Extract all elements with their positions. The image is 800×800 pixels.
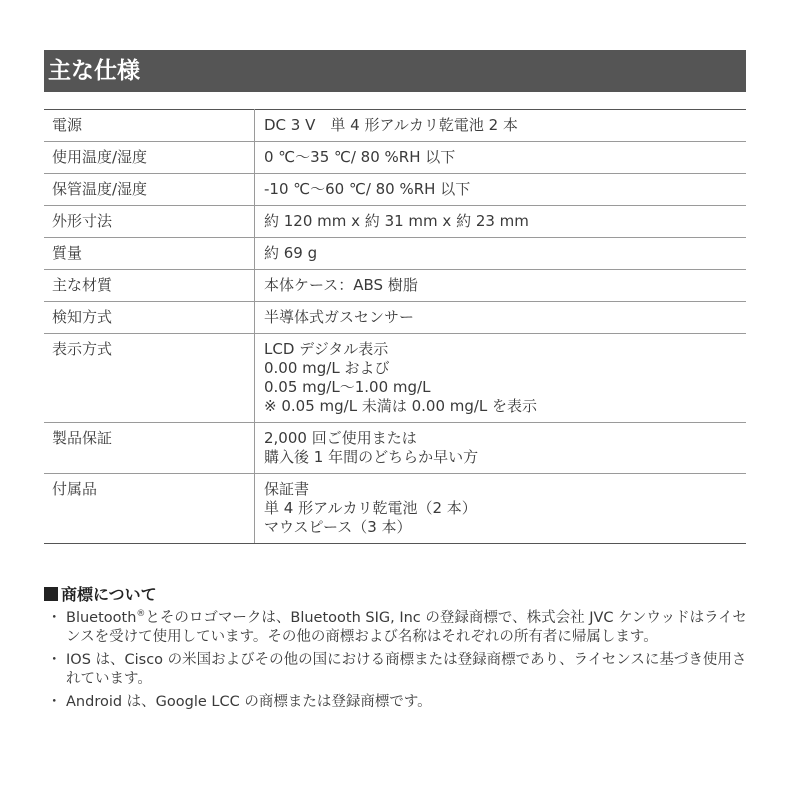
spec-label: 外形寸法: [44, 206, 255, 238]
list-item: ・ IOS は、Cisco の米国およびその他の国における商標または登録商標であり、ライセンスに基づき使用されています。: [47, 652, 747, 687]
spec-value: 約 69 g: [255, 238, 747, 270]
spec-label: 製品保証: [44, 423, 255, 474]
table-row: [44, 270, 746, 302]
spec-label: 保管温度/湿度: [44, 174, 255, 206]
spec-value: DC 3 V 単 4 形アルカリ乾電池 2 本: [255, 110, 747, 142]
table-row: [44, 238, 746, 270]
trademark-list: [44, 609, 750, 716]
spec-label: 電源: [44, 110, 255, 142]
list-item: ・ Android は、Google LCC の商標または登録商標です。: [47, 694, 432, 710]
spec-label: 主な材質: [44, 270, 255, 302]
spec-value: 保証書 単 4 形アルカリ乾電池（2 本） マウスピース（3 本）: [255, 474, 747, 544]
spec-value: 約 120 mm x 約 31 mm x 約 23 mm: [255, 206, 747, 238]
trademark-heading: [44, 582, 157, 605]
spec-label: 質量: [44, 238, 255, 270]
page-title: 主な仕様: [44, 50, 746, 92]
bullet: ・: [47, 652, 62, 668]
spec-label: 付属品: [44, 474, 255, 544]
square-bullet-icon: [44, 587, 58, 601]
trademark-heading-text: 商標について: [61, 585, 157, 604]
bullet: ・: [47, 694, 62, 710]
spec-value: LCD デジタル表示 0.00 mg/L および 0.05 mg/L〜1.00 mg/L ※ 0.05 mg/L 未満は 0.00 mg/L を表示: [255, 334, 747, 423]
table-row: [44, 423, 746, 474]
spec-value: 本体ケース：ABS 樹脂: [255, 270, 747, 302]
spec-label: 表示方式: [44, 334, 255, 423]
spec-value: -10 ℃〜60 ℃/ 80 %RH 以下: [255, 174, 747, 206]
table-row: [44, 110, 746, 142]
table-row: [44, 206, 746, 238]
spec-value: 2,000 回ご使用または 購入後 1 年間のどちらか早い方: [255, 423, 747, 474]
list-item: ・ Bluetooth®とそのロゴマークは、Bluetooth SIG, Inc の登録商標で、株式会社 JVC ケンウッドはライセンスを受けて使用しています。その他の商標および名称はそれぞれの所有者に帰属します。: [47, 609, 747, 645]
table-row: [44, 474, 746, 544]
table-row: [44, 142, 746, 174]
spec-label: 使用温度/湿度: [44, 142, 255, 174]
bullet: ・: [47, 610, 62, 626]
spec-table: [44, 109, 746, 544]
spec-label: 検知方式: [44, 302, 255, 334]
table-row: [44, 174, 746, 206]
spec-value: 半導体式ガスセンサー: [255, 302, 747, 334]
table-row: [44, 334, 746, 423]
table-row: [44, 302, 746, 334]
spec-value: 0 ℃〜35 ℃/ 80 %RH 以下: [255, 142, 747, 174]
